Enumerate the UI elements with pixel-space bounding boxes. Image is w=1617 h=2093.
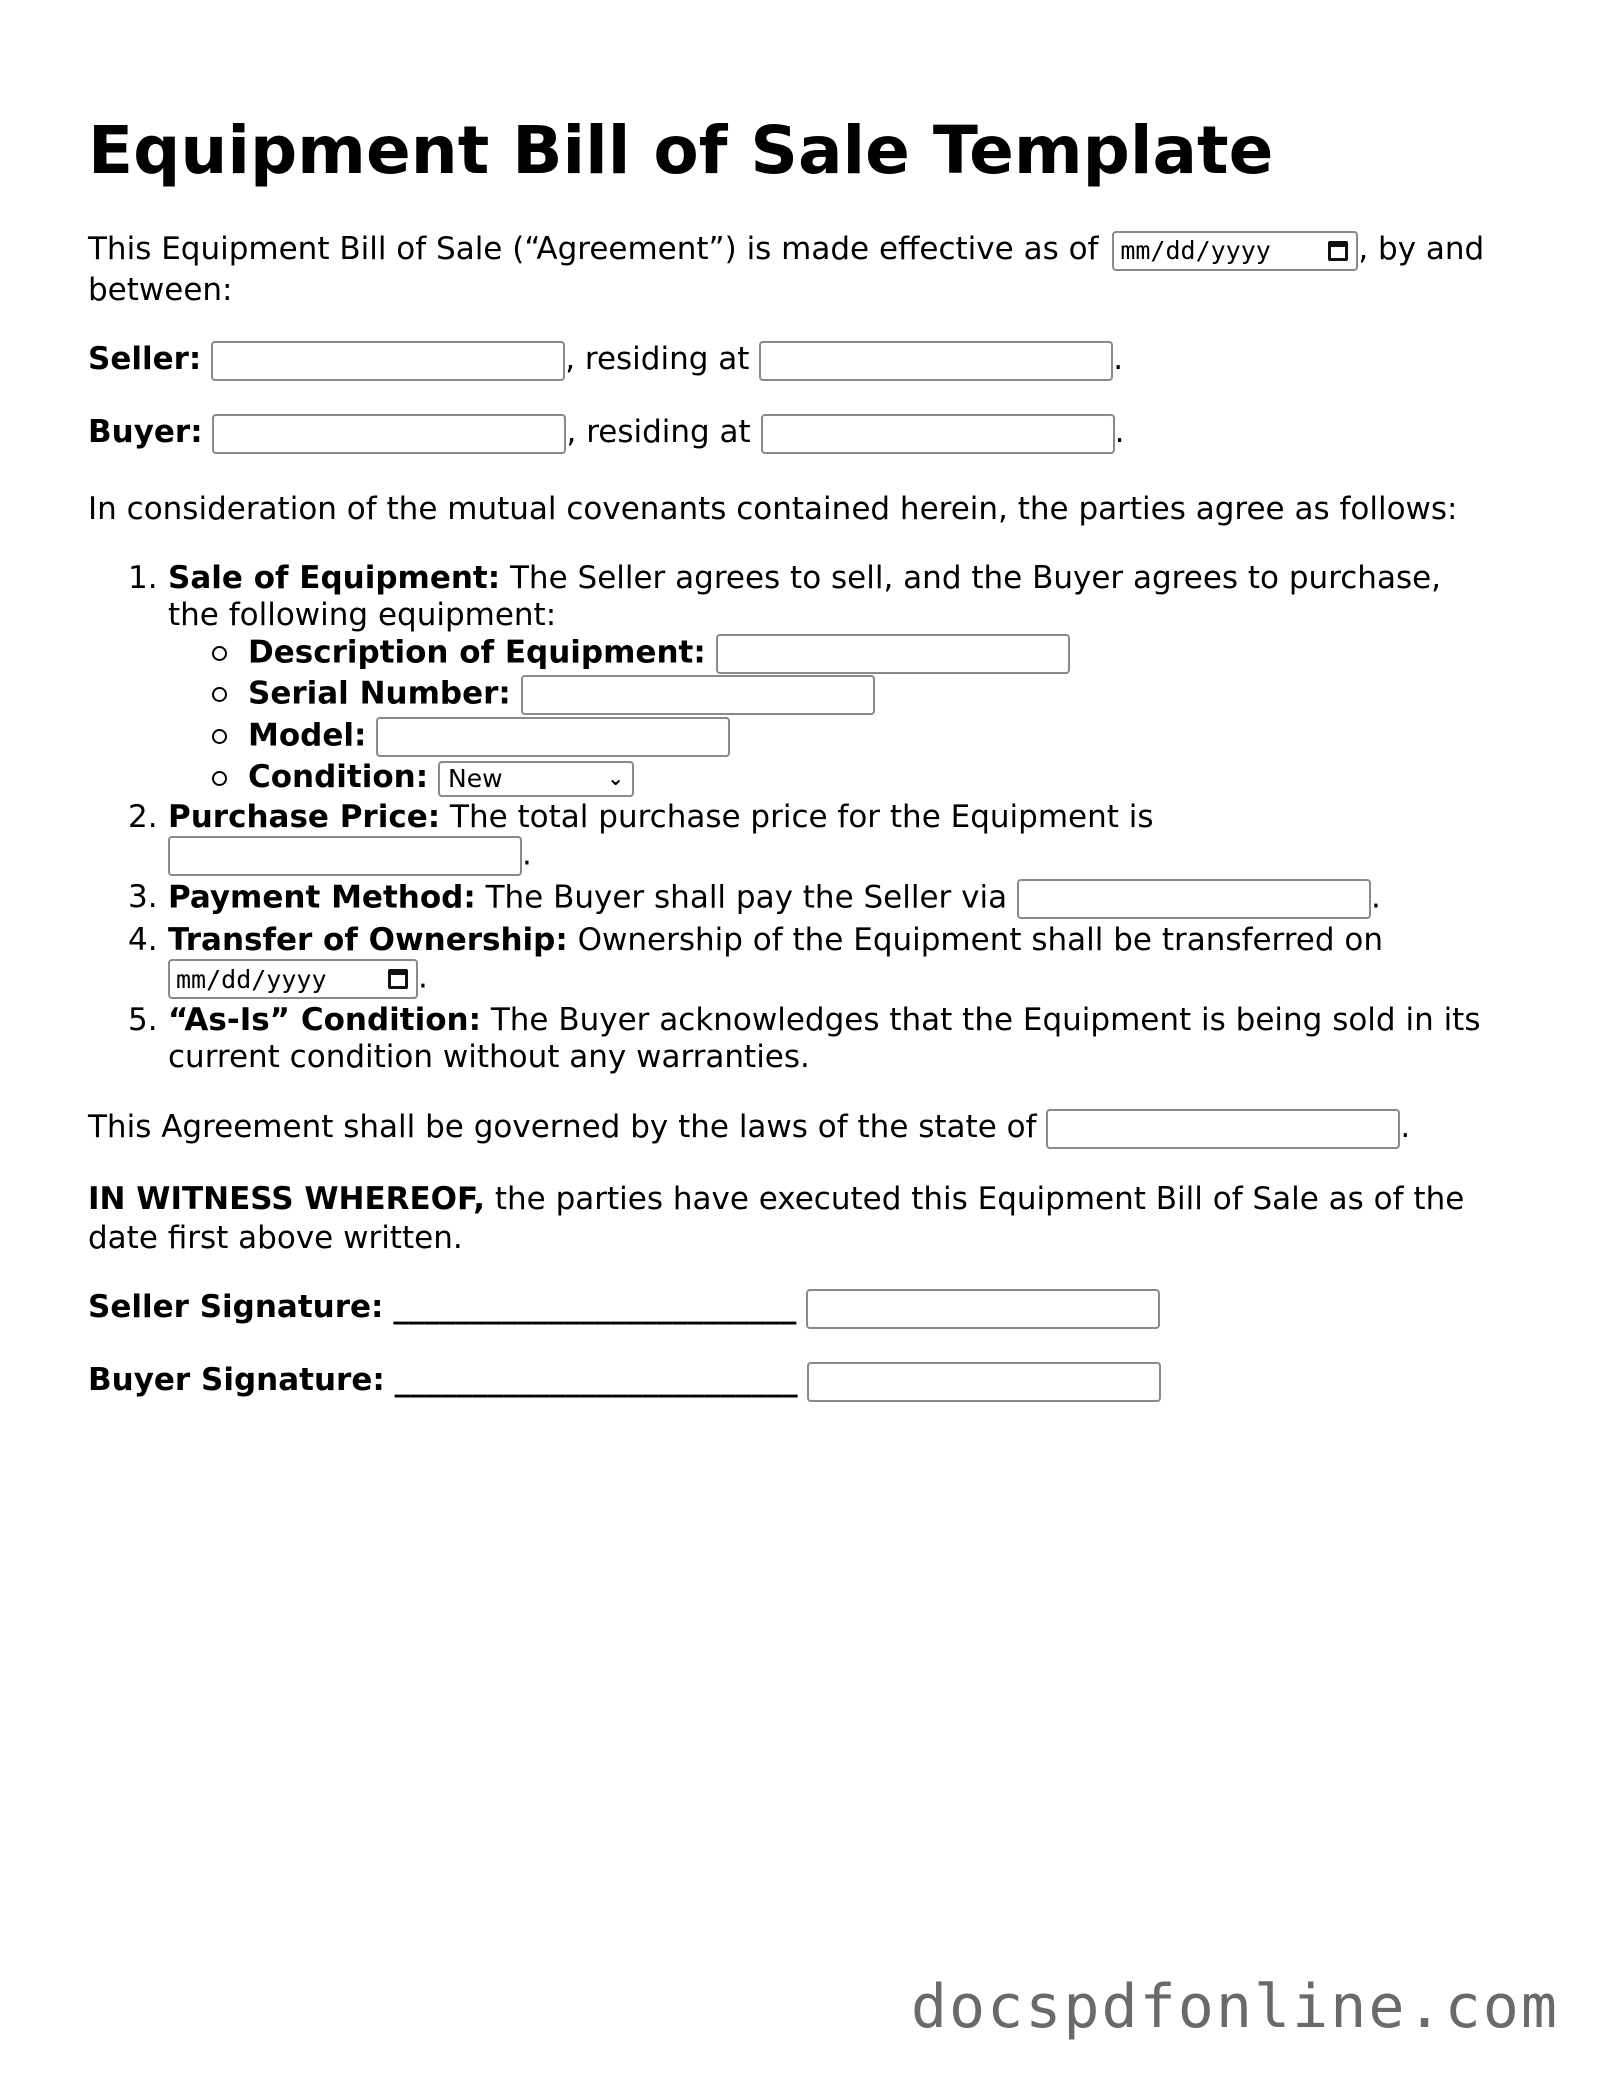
chevron-down-icon: ⌄ (607, 766, 625, 790)
seller-label: Seller: (88, 341, 202, 377)
buyer-signature-line (88, 1361, 1161, 1402)
bullet-icon (212, 729, 227, 744)
item-text: Ownership of the Equipment shall be transferred on (577, 922, 1384, 958)
item-text-line2: current condition without any warranties. (168, 1039, 810, 1075)
item-label: Sale of Equipment: (168, 560, 501, 596)
condition-selected-value: New (448, 764, 503, 793)
seller-line (88, 340, 1123, 381)
intro-text-after: , by and (1358, 231, 1485, 267)
condition-select[interactable] (438, 761, 634, 797)
buyer-label: Buyer: (88, 414, 203, 450)
bullet-icon (212, 771, 227, 786)
consideration-text: In consideration of the mutual covenants contained herein, the parties agree as follows: (88, 491, 1458, 527)
list-item (88, 560, 1480, 634)
effective-date-placeholder: mm/dd/yyyy (1120, 236, 1271, 265)
model-input[interactable] (376, 717, 730, 757)
effective-date-input[interactable] (1112, 231, 1358, 271)
item-label: Transfer of Ownership: (168, 922, 568, 958)
seller-signature-input[interactable] (806, 1289, 1160, 1329)
description-label: Description of Equipment: (248, 634, 706, 671)
item-text: The Seller agrees to sell, and the Buyer agrees to purchase, (510, 560, 1442, 596)
item-label: “As-Is” Condition: (168, 1002, 481, 1038)
description-input[interactable] (716, 634, 1070, 674)
transfer-date-input[interactable] (168, 959, 418, 999)
condition-label: Condition: (248, 759, 429, 795)
buyer-period: . (1114, 414, 1125, 450)
list-item (88, 717, 1480, 759)
payment-method-input[interactable] (1017, 879, 1371, 919)
governing-law-line (88, 1108, 1410, 1149)
item-number: 5. (128, 1002, 158, 1038)
model-label: Model: (248, 717, 367, 754)
buyer-line (88, 413, 1124, 454)
intro-line2: between: (88, 271, 233, 308)
item-label: Payment Method: (168, 879, 476, 916)
list-item (88, 879, 1480, 919)
list-item (88, 1002, 1480, 1076)
list-item (88, 799, 1480, 876)
buyer-residing-text: , residing at (566, 414, 751, 450)
state-input[interactable] (1046, 1109, 1400, 1149)
page-title: Equipment Bill of Sale Template (88, 112, 1274, 189)
witness-text: the parties have executed this Equipment Bill of Sale as of the (494, 1181, 1465, 1217)
list-item (88, 759, 1480, 799)
list-item (88, 634, 1480, 675)
list-item (88, 675, 1480, 717)
governing-period: . (1400, 1109, 1411, 1145)
item-text-line2: the following equipment: (168, 597, 557, 633)
seller-residing-text: , residing at (565, 341, 750, 377)
buyer-signature-rule: __________________________ (394, 1362, 798, 1398)
intro-paragraph (88, 230, 1484, 310)
seller-signature-line (88, 1288, 1160, 1329)
calendar-icon[interactable] (388, 969, 408, 989)
item-text: The Buyer acknowledges that the Equipment is being sold in its (490, 1002, 1481, 1038)
terms-list (88, 560, 1480, 1076)
calendar-icon[interactable] (1328, 241, 1348, 261)
item-period: . (418, 959, 428, 996)
item-label: Purchase Price: (168, 799, 441, 835)
purchase-price-input[interactable] (168, 836, 522, 876)
seller-signature-label: Seller Signature: (88, 1289, 384, 1325)
item-text: The Buyer shall pay the Seller via (485, 879, 1008, 916)
buyer-name-input[interactable] (212, 414, 566, 454)
seller-name-input[interactable] (211, 341, 565, 381)
serial-label: Serial Number: (248, 675, 511, 712)
seller-address-input[interactable] (759, 341, 1113, 381)
witness-bold: IN WITNESS WHEREOF, (88, 1181, 486, 1217)
buyer-signature-label: Buyer Signature: (88, 1362, 385, 1398)
witness-line2: date first above written. (88, 1220, 463, 1256)
bullet-icon (212, 646, 227, 661)
serial-number-input[interactable] (521, 675, 875, 715)
transfer-date-placeholder: mm/dd/yyyy (176, 964, 327, 994)
item-number: 2. (128, 799, 158, 835)
seller-signature-rule: __________________________ (393, 1289, 797, 1325)
buyer-signature-input[interactable] (807, 1362, 1161, 1402)
list-item (88, 922, 1480, 999)
bullet-icon (212, 687, 227, 702)
governing-text: This Agreement shall be governed by the laws of the state of (88, 1109, 1037, 1145)
item-text: The total purchase price for the Equipment is (450, 799, 1154, 835)
item-period: . (1370, 879, 1381, 916)
item-number: 1. (128, 560, 158, 596)
buyer-address-input[interactable] (761, 414, 1115, 454)
item-number: 3. (128, 879, 158, 915)
intro-text: This Equipment Bill of Sale (“Agreement”) is made effective as of (88, 231, 1099, 267)
item-period: . (522, 836, 532, 873)
watermark: docspdfonline.com (910, 1972, 1559, 2042)
item-number: 4. (128, 922, 158, 958)
seller-period: . (1113, 341, 1124, 377)
witness-paragraph (88, 1180, 1464, 1258)
